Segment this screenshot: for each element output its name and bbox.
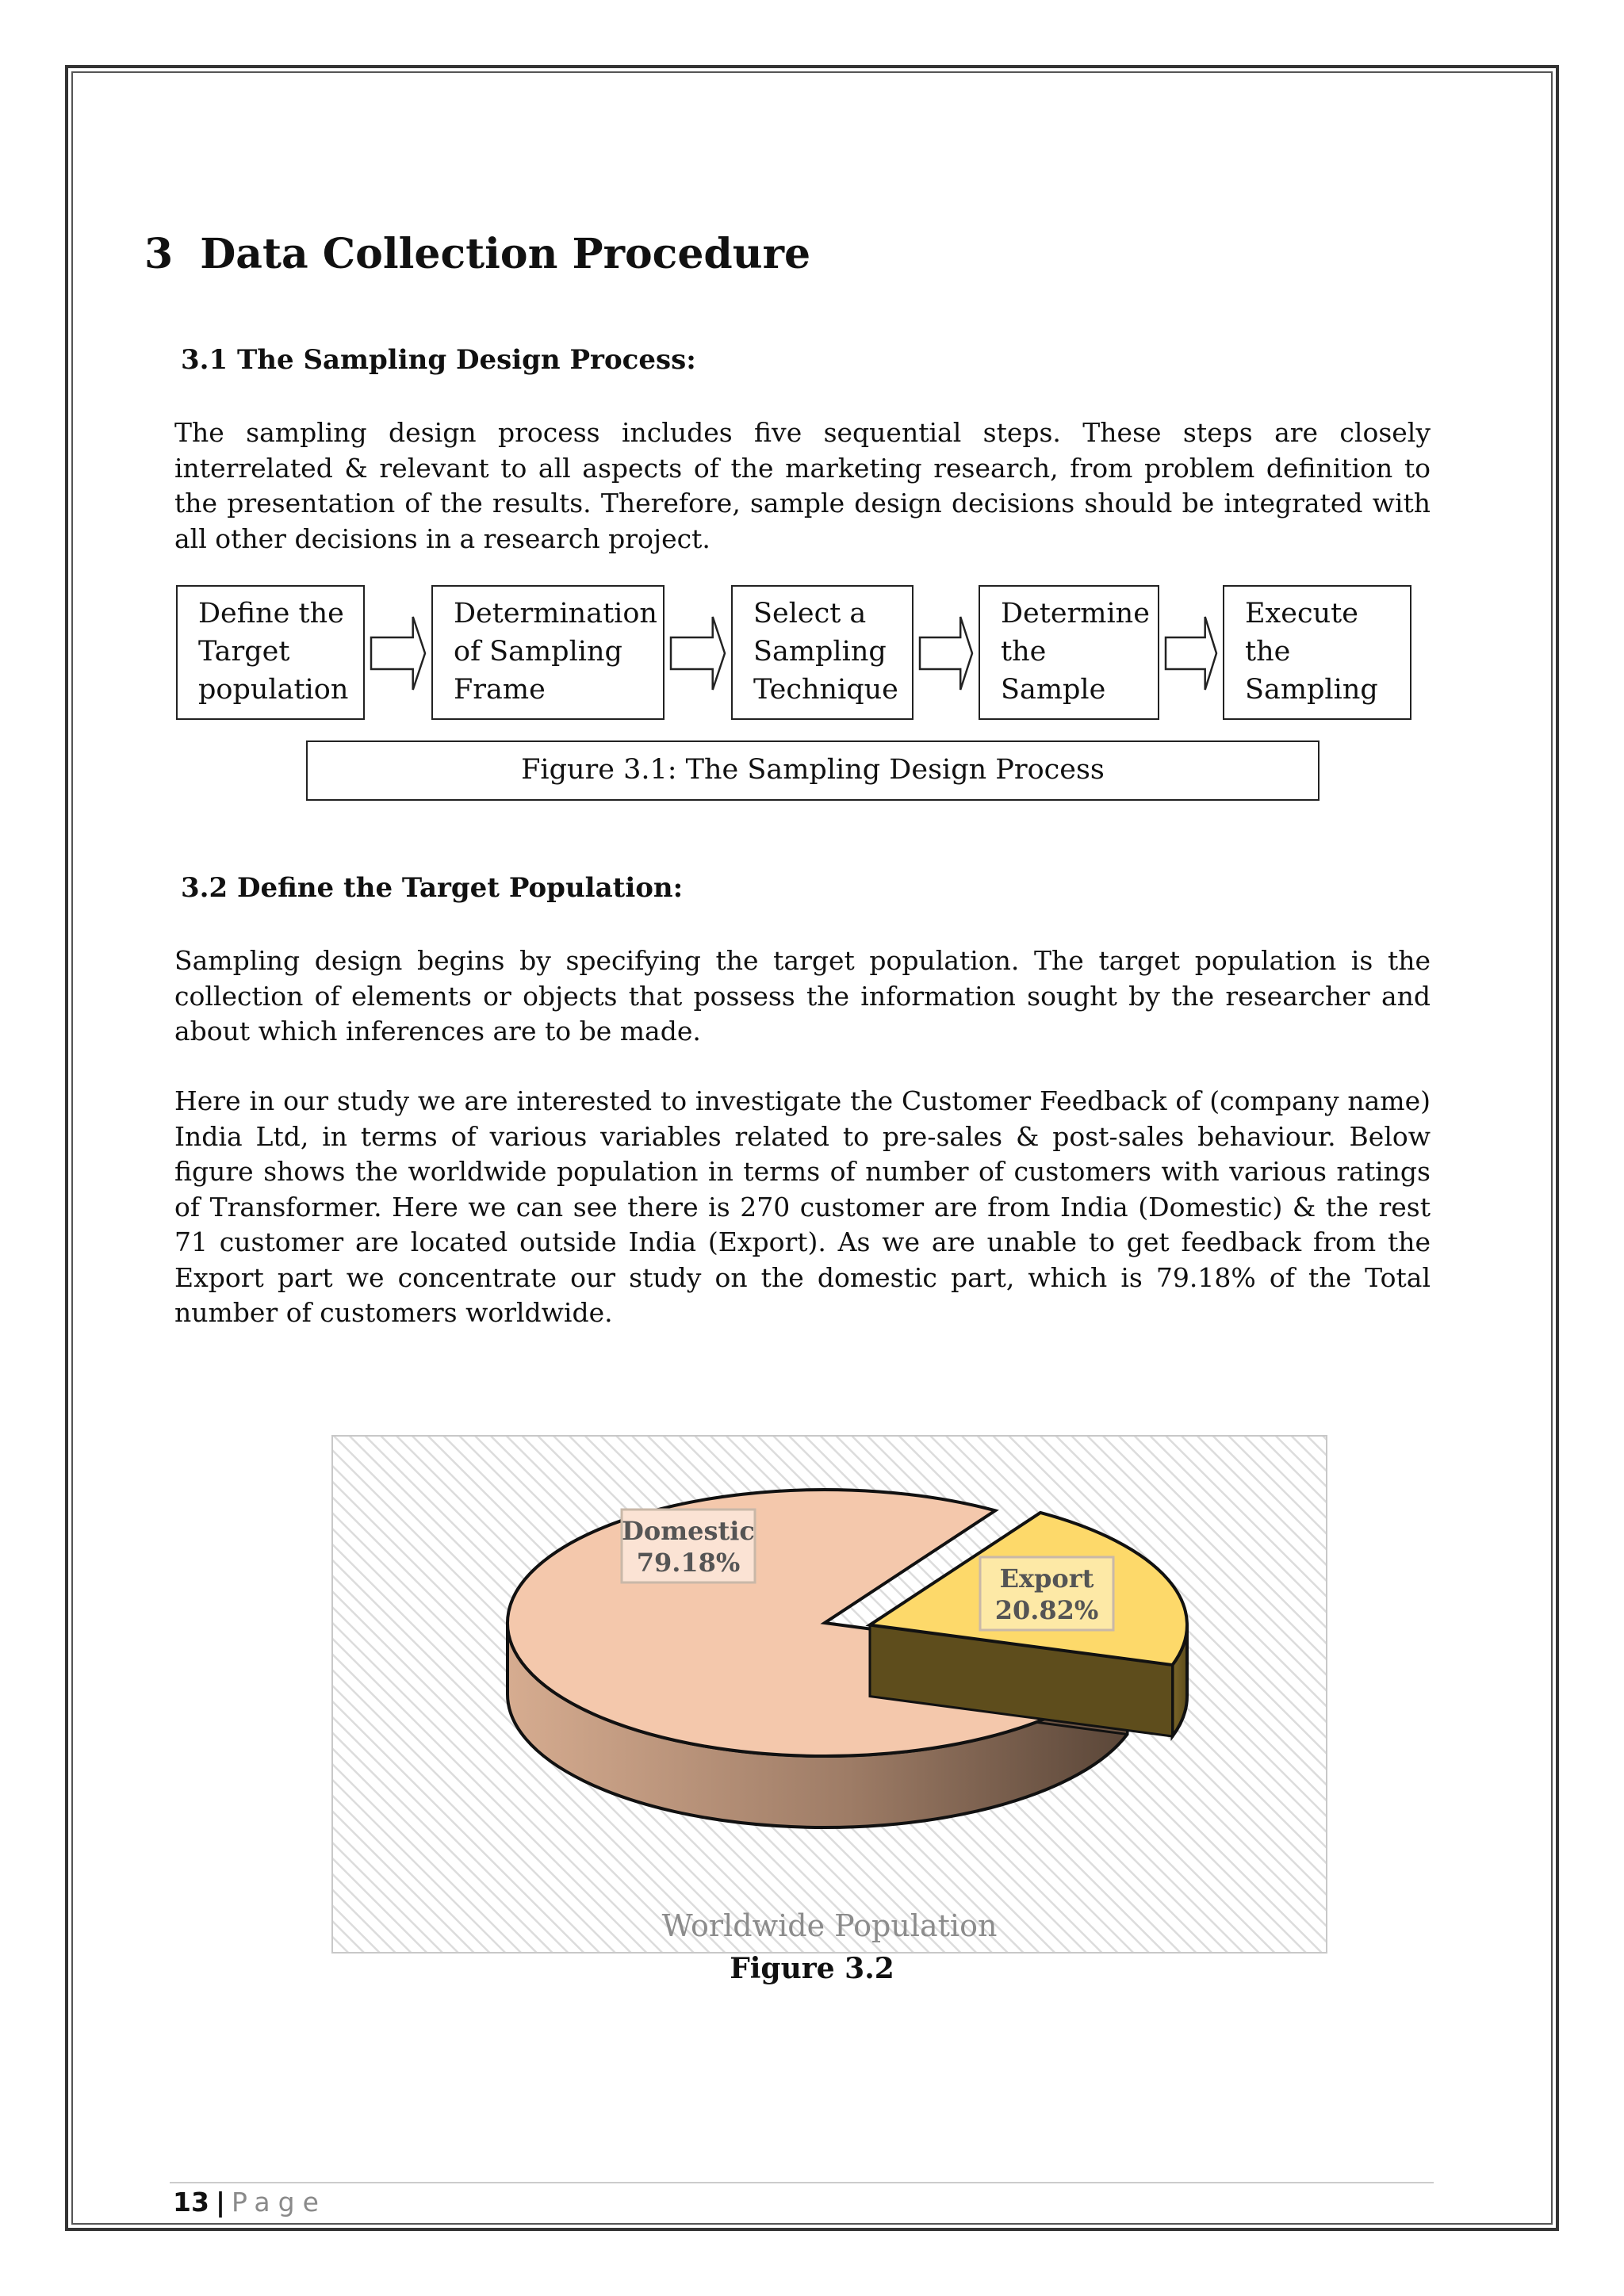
flow-arrow-icon xyxy=(918,614,974,693)
sampling-process-paragraph xyxy=(174,415,1431,557)
data-label-export xyxy=(980,1557,1113,1630)
flow-step-line: population xyxy=(198,674,349,706)
flow-step-2 xyxy=(431,585,665,720)
flow-step-line: Sampling xyxy=(753,636,887,668)
flow-step-line: Select a xyxy=(753,598,867,629)
flow-step-line: Frame xyxy=(454,674,546,706)
paragraph-text: Here in our study we are interested to investigate the Customer Feedback of (company name) India Ltd, in terms of various variables related to pre-sales & post-sales behaviour. Below figure shows the worldwide population in terms of number of customers with various ratings of Transformer. Here we can see there is 270 customer are from India (Domestic) & the rest 71 customer are located outside India (Export). As we are unable to get feedback from the Export part we concentrate our study on the domestic part, which is 79.18% of the Total number of customers worldwide. xyxy=(174,1085,1431,1328)
flow-step-line: the xyxy=(1001,636,1047,668)
section-title: Data Collection Procedure xyxy=(200,230,811,278)
page-word: Page xyxy=(232,2187,327,2218)
flow-step-line: Determination xyxy=(454,598,657,629)
pie-chart-frame xyxy=(331,1435,1327,1954)
footer-separator: | xyxy=(215,2187,225,2218)
flow-step-line: Sampling xyxy=(1245,674,1378,706)
flow-step-line: the xyxy=(1245,636,1291,668)
section-number: 3 xyxy=(144,230,174,278)
target-population-paragraph xyxy=(174,943,1431,1050)
footer-divider xyxy=(170,2182,1434,2183)
subsection-heading-3-1: 3.1 The Sampling Design Process: xyxy=(181,344,696,376)
pie-chart xyxy=(333,1437,1326,1952)
flow-step-3 xyxy=(731,585,914,720)
subsection-heading-3-2: 3.2 Define the Target Population: xyxy=(181,872,684,904)
flow-step-line: Define the xyxy=(198,598,344,629)
flow-step-1 xyxy=(176,585,365,720)
study-description-paragraph xyxy=(174,1084,1431,1331)
flow-step-line: Sample xyxy=(1001,674,1106,706)
data-label-domestic xyxy=(622,1510,755,1582)
flow-step-line: Execute xyxy=(1245,598,1358,629)
flow-step-4 xyxy=(979,585,1159,720)
flow-arrow-icon xyxy=(669,614,726,693)
flow-step-5 xyxy=(1223,585,1411,720)
data-label-name: Export xyxy=(999,1563,1094,1594)
figure-3-2-caption: Figure 3.2 xyxy=(730,1952,894,1985)
data-label-value: 20.82% xyxy=(994,1595,1099,1625)
flow-arrow-icon xyxy=(370,614,427,693)
page-footer xyxy=(173,2187,327,2218)
figure-3-1-caption: Figure 3.1: The Sampling Design Process xyxy=(306,740,1320,801)
data-label-name: Domestic xyxy=(622,1516,755,1546)
paragraph-text: The sampling design process includes five sequential steps. These steps are closely interrelated & relevant to all aspects of the marketing research, from problem definition to the presentation of the results. Therefore, sample design decisions should be integrated with all other decisions in a research project. xyxy=(174,417,1431,554)
chart-title: Worldwide Population xyxy=(661,1908,998,1943)
page-number: 13 xyxy=(173,2187,209,2218)
paragraph-text: Sampling design begins by specifying the target population. The target population is the collection of elements or objects that possess the information sought by the researcher and about which inferences are to be made. xyxy=(174,945,1431,1047)
flow-arrow-icon xyxy=(1164,614,1218,693)
data-label-value: 79.18% xyxy=(636,1548,741,1578)
flow-step-line: Target xyxy=(198,636,290,668)
flow-step-line: Technique xyxy=(753,674,898,706)
flow-step-line: Determine xyxy=(1001,598,1150,629)
section-heading xyxy=(144,230,810,278)
flow-step-line: of Sampling xyxy=(454,636,622,668)
